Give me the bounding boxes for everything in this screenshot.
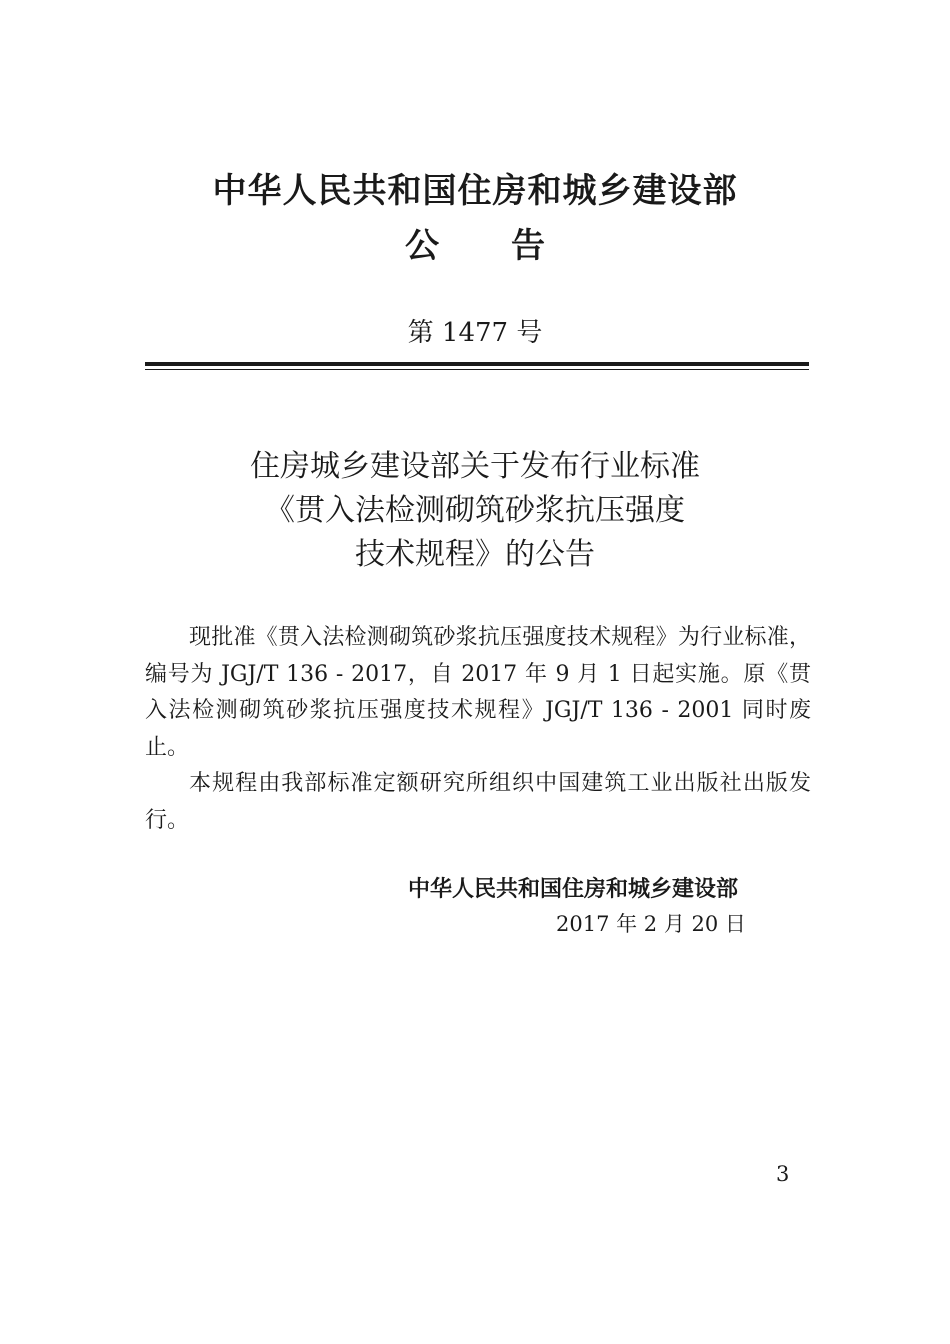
notice-title-line-2: 《贯入法检测砌筑砂浆抗压强度 bbox=[265, 493, 685, 528]
header-divider-thick bbox=[145, 362, 809, 366]
notice-title-line-1: 住房城乡建设部关于发布行业标准 bbox=[250, 449, 700, 484]
issuer-heading: 中华人民共和国住房和城乡建设部 bbox=[212, 171, 738, 211]
page-number: 3 bbox=[776, 1162, 790, 1186]
signature-date: 2017 年 2 月 20 日 bbox=[556, 912, 746, 936]
notice-title-line-3: 技术规程》的公告 bbox=[355, 537, 595, 572]
notice-number: 第 1477 号 bbox=[407, 318, 543, 348]
notice-body bbox=[145, 620, 811, 839]
notice-heading: 公告 bbox=[405, 226, 617, 266]
body-paragraph-1: 现批准《贯入法检测砌筑砂浆抗压强度技术规程》为行业标准，编号为 JGJ/T 136 - 2017，自 2017 年 9 月 1 日起实施。原《贯入法检测砌筑砂浆抗压强度技术规程》JGJ/T 136 - 2001 同时废止。 bbox=[145, 625, 811, 760]
signature-organization: 中华人民共和国住房和城乡建设部 bbox=[408, 877, 739, 902]
body-paragraph-2: 本规程由我部标准定额研究所组织中国建筑工业出版社出版发行。 bbox=[145, 771, 811, 833]
header-divider-thin bbox=[145, 369, 809, 370]
